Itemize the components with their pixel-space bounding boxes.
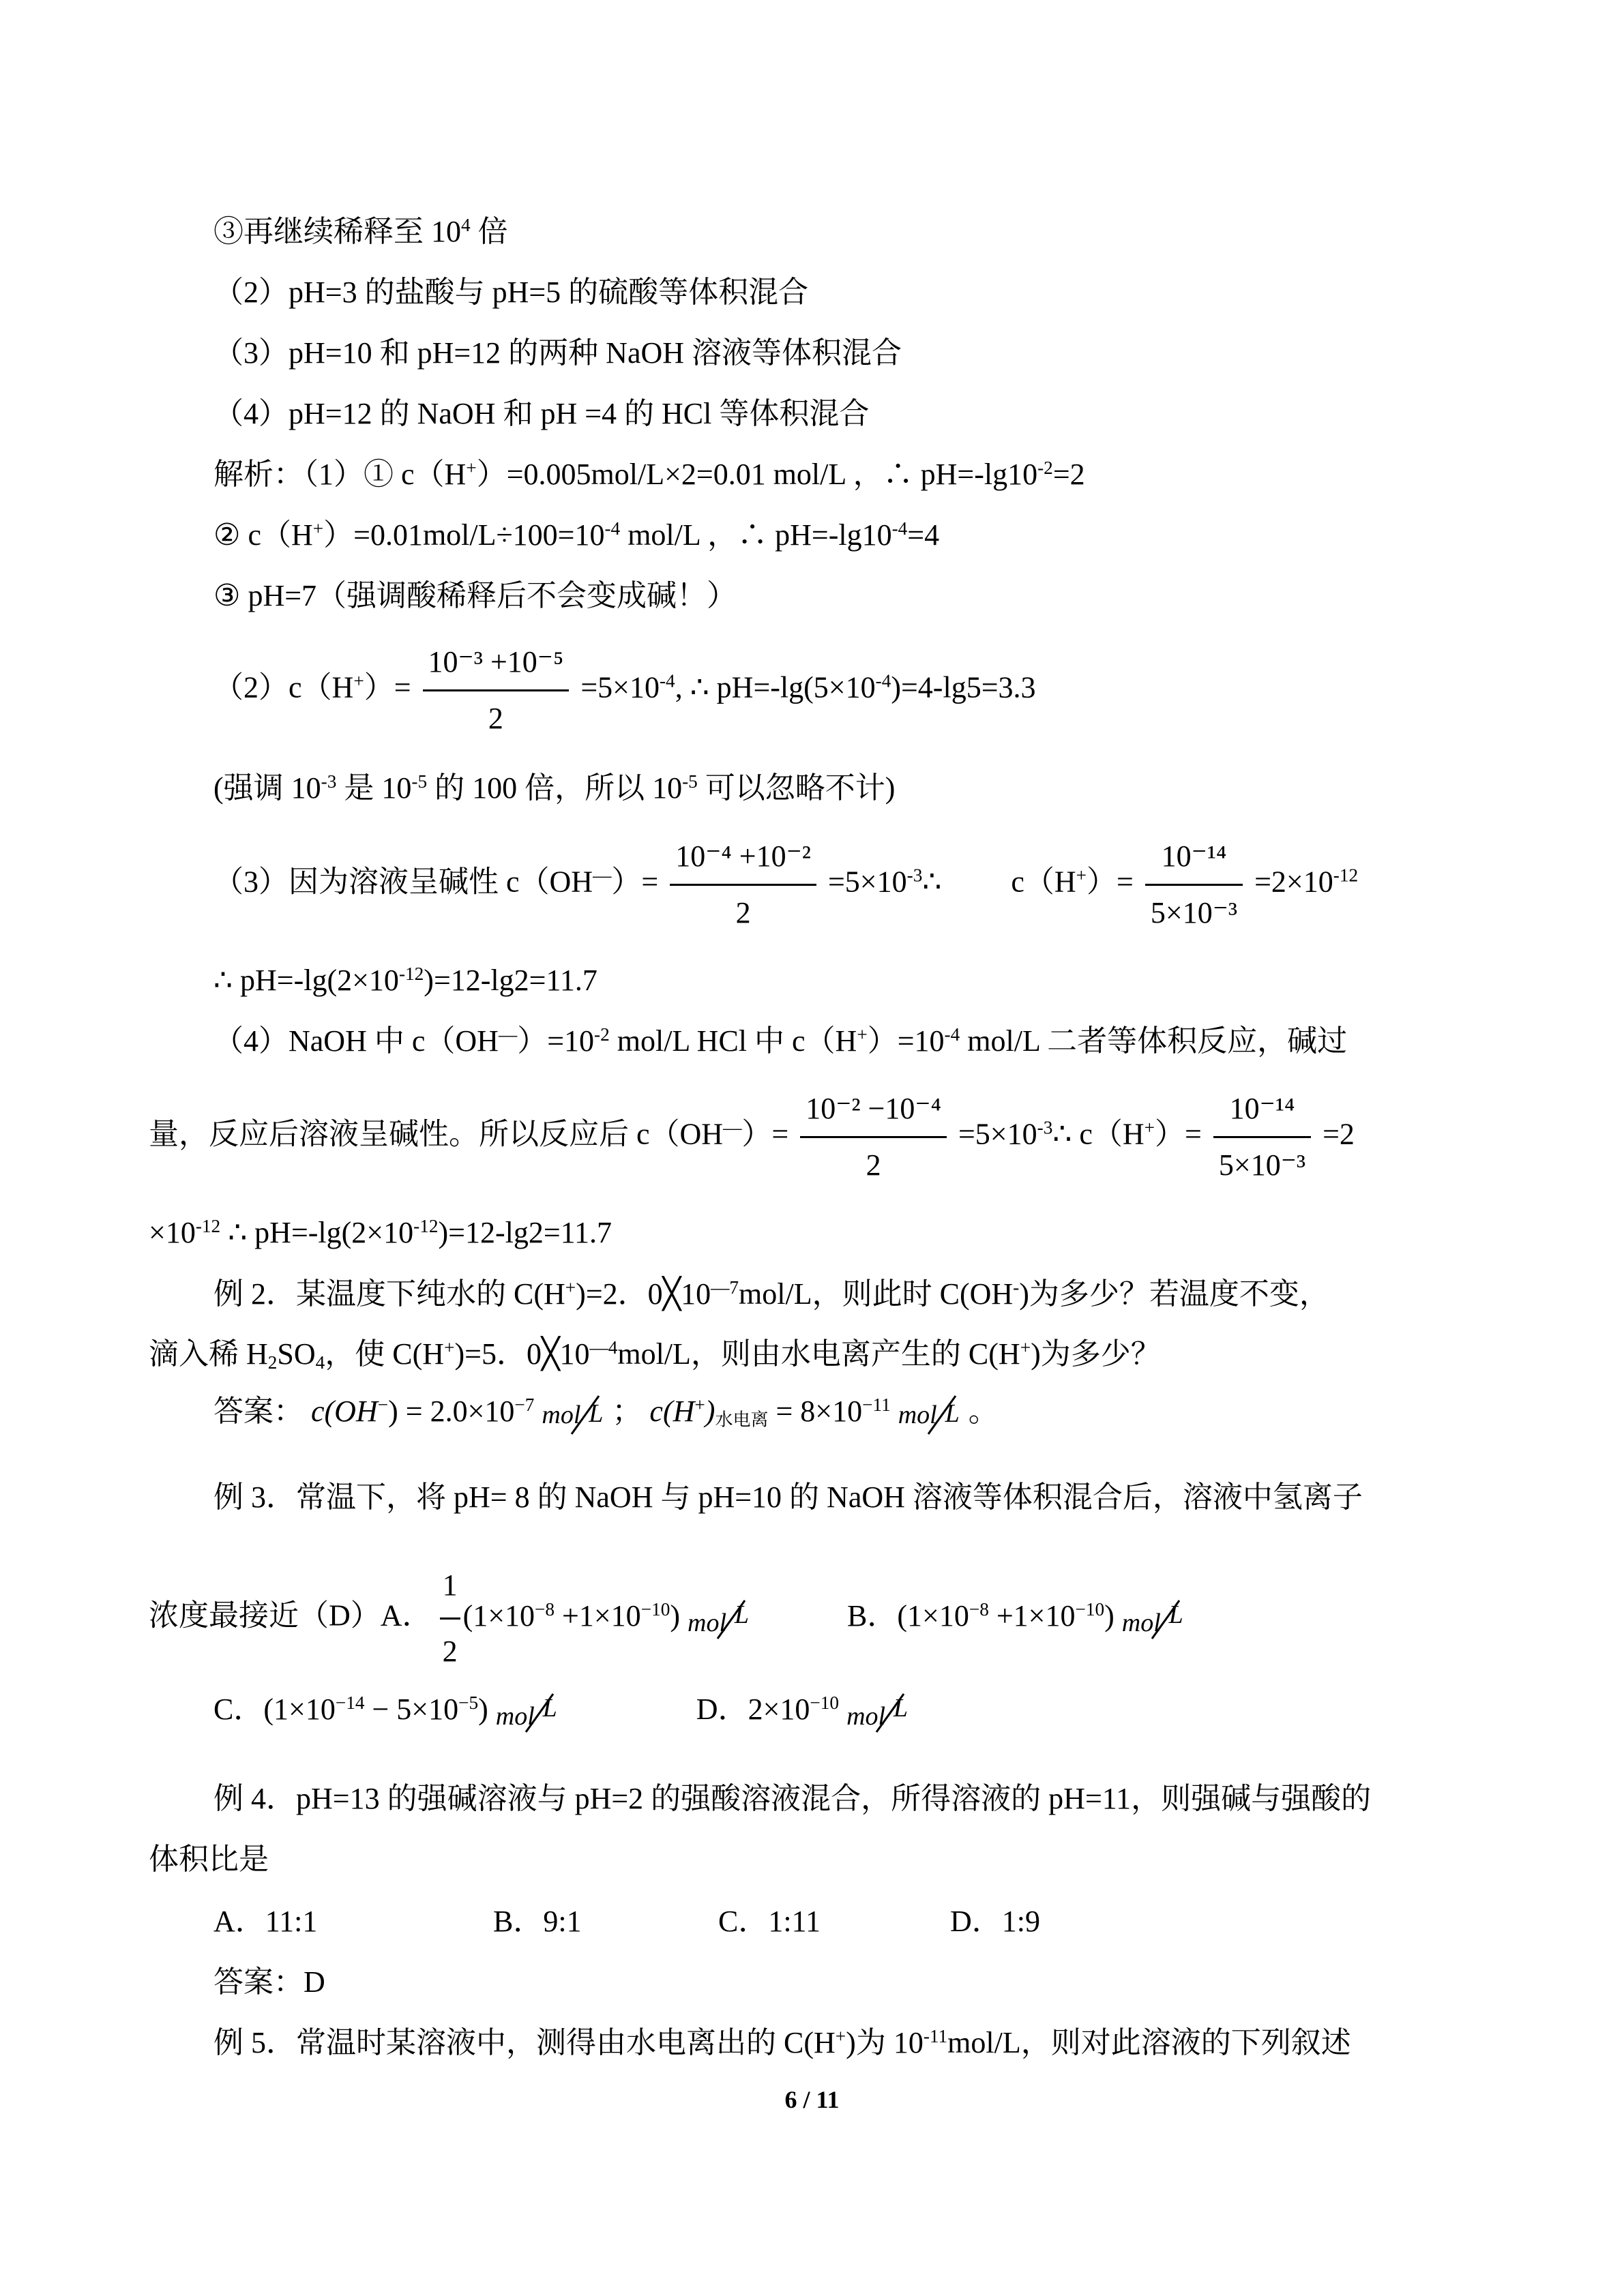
question-4: （4）pH=12 的 NaOH 和 pH =4 的 HCl 等体积混合 bbox=[213, 397, 870, 430]
solution-1-b: ② $c(H^+)=0.01mol/L\div 100=10^{-4}$ mol/L ，∴ $pH=-\lg 10^{-4}=4$ bbox=[213, 518, 940, 552]
example-2-line2: 滴入稀 $H_2SO_4$，使 C(H+)=5．$0╳10^{—4}mol/L$，则由水电离产生的 C(H+)为多少？ bbox=[149, 1337, 1161, 1373]
example-4-answer: 答案：D bbox=[213, 1965, 325, 1999]
example-4-line2: 体积比是 bbox=[149, 1843, 269, 1876]
fraction-h-concentration: $\frac{\text{10⁻³ +10⁻⁵}}{2}$ bbox=[423, 638, 570, 743]
q1-part3: ③再继续稀释至 $10^4$ 倍 bbox=[213, 215, 508, 248]
option-c: C．$(1\times 10^{-14} - 5\times 10^{-5})$ mol L bbox=[213, 1693, 557, 1731]
example-5-line1: 例 5．常温时某溶液中，测得由水电离出的 C(H+)为 $10^{-11}mol/L$，则对此溶液的下列叙述 bbox=[213, 2026, 1351, 2059]
page-number: 6 / 11 bbox=[784, 2086, 840, 2113]
example-4-options bbox=[213, 1903, 1040, 1941]
option-b: B．$(1\times 10^{-8} +1\times 10^{-10})$ mol L bbox=[847, 1598, 1183, 1637]
option-b: B．9:1 bbox=[493, 1905, 582, 1938]
solution-3-result: ∴ $pH=-\lg(2\times 10^{-12})=12-\lg 2=11.7$ bbox=[213, 964, 597, 997]
fraction-h-from-kw-2: $\frac{\text{10⁻¹⁴}}{\text{5×10⁻³}}$ bbox=[1213, 1084, 1311, 1190]
question-2: （2）pH=3 的盐酸与 pH=5 的硫酸等体积混合 bbox=[213, 275, 809, 309]
solution-2: （2）c（H+）= $\frac{\text{10⁻³ +10⁻⁵}}{2}$ $=5\times 10^{-4}$, ∴ $pH=-\lg(5\times 10^{-4})=4-\lg 5=3.3$ bbox=[213, 638, 1036, 743]
solution-4-b: 量，反应后溶液呈碱性。所以反应后 c（OH—）= $\frac{\text{10⁻² −10⁻⁴}}{2}$ $=5\times 10^{-3}\therefore$ c（H+）= $\frac{\text{10⁻¹⁴}}{\text{5×10⁻³}}$ =2 bbox=[149, 1084, 1355, 1190]
solution-1-a: 解析：（1）① c（H+）=0.005mol/L×2=0.01 mol/L ，∴ $pH=-\lg 10^{-2}=2$ bbox=[213, 458, 1085, 491]
solution-2-note: (强调 $10^{-3}$ 是 $10^{-5}$ 的 100 倍，所以 $10^{-5}$ 可以忽略不计) bbox=[213, 771, 896, 805]
fraction-oh-concentration: $\frac{\text{10⁻⁴ +10⁻²}}{2}$ bbox=[670, 832, 816, 938]
option-c: C．1:11 bbox=[718, 1905, 821, 1938]
example-2-line1: 例 2．某温度下纯水的 C(H+)=2．$0╳10^{—7}mol/L$，则此时 C(OH-)为多少？若温度不变， bbox=[213, 1277, 1329, 1311]
option-a: $\frac{1}{2}$ $(1\times 10^{-8} +1\times 10^{-10})$ mol L bbox=[440, 1599, 758, 1632]
solution-4-c: $\times 10^{-12}$ ∴ $pH=-\lg(2\times 10^{-12})=12-\lg 2=11.7$ bbox=[149, 1216, 612, 1249]
option-a: A．11:1 bbox=[213, 1905, 318, 1938]
unit-mol-per-l: mol L bbox=[542, 1388, 604, 1441]
unit-mol-per-l-2: mol L bbox=[898, 1388, 961, 1441]
example-3-options-ab: 浓度最接近（D）A． $\frac{1}{2}$ $(1\times 10^{-8} +1\times 10^{-10})$ mol L B．$(1\times 10^{-8} +1\times 10^{-10})$ mol L bbox=[149, 1555, 1185, 1682]
solution-1-c: ③ pH=7（强调酸稀释后不会变成碱！） bbox=[213, 579, 737, 612]
example-4-line1: 例 4．pH=13 的强碱溶液与 pH=2 的强酸溶液混合，所得溶液的 pH=11，则强碱与强酸的 bbox=[213, 1782, 1372, 1815]
solution-3: （3）因为溶液呈碱性 c（OH—）= $\frac{\text{10⁻⁴ +10⁻²}}{2}$ $=5\times 10^{-3}\therefore$ c（H+）= $\frac{\text{10⁻¹⁴}}{\text{5×10⁻³}}$ $=2\times 10^{-12}$ bbox=[213, 832, 1358, 938]
fraction-excess-oh: $\frac{\text{10⁻² −10⁻⁴}}{2}$ bbox=[800, 1084, 947, 1190]
option-d: D．1:9 bbox=[950, 1905, 1040, 1938]
example-2-answer: 答案： $c(OH^-) = 2.0\times 10^{-7}$ mol L ； $c(H^+)_{水电离} = 8\times 10^{-11}$ mol L 。 bbox=[213, 1384, 999, 1441]
solution-4-a: （4）NaOH 中 $c(OH^—)=10^{-2}$ mol/L HCl 中 $c(H^+)=10^{-4}$ mol/L 二者等体积反应，碱过 bbox=[213, 1024, 1348, 1058]
fraction-h-from-kw: $\frac{\text{10⁻¹⁴}}{\text{5×10⁻³}}$ bbox=[1145, 832, 1243, 938]
example-3-options-cd bbox=[213, 1679, 909, 1740]
option-d: D．$2\times 10^{-10}$ mol L bbox=[696, 1693, 909, 1731]
example-3-line1: 例 3．常温下，将 pH= 8 的 NaOH 与 pH=10 的 NaOH 溶液等体积混合后，溶液中氢离子 bbox=[213, 1480, 1363, 1514]
question-3: （3）pH=10 和 pH=12 的两种 NaOH 溶液等体积混合 bbox=[213, 336, 902, 370]
